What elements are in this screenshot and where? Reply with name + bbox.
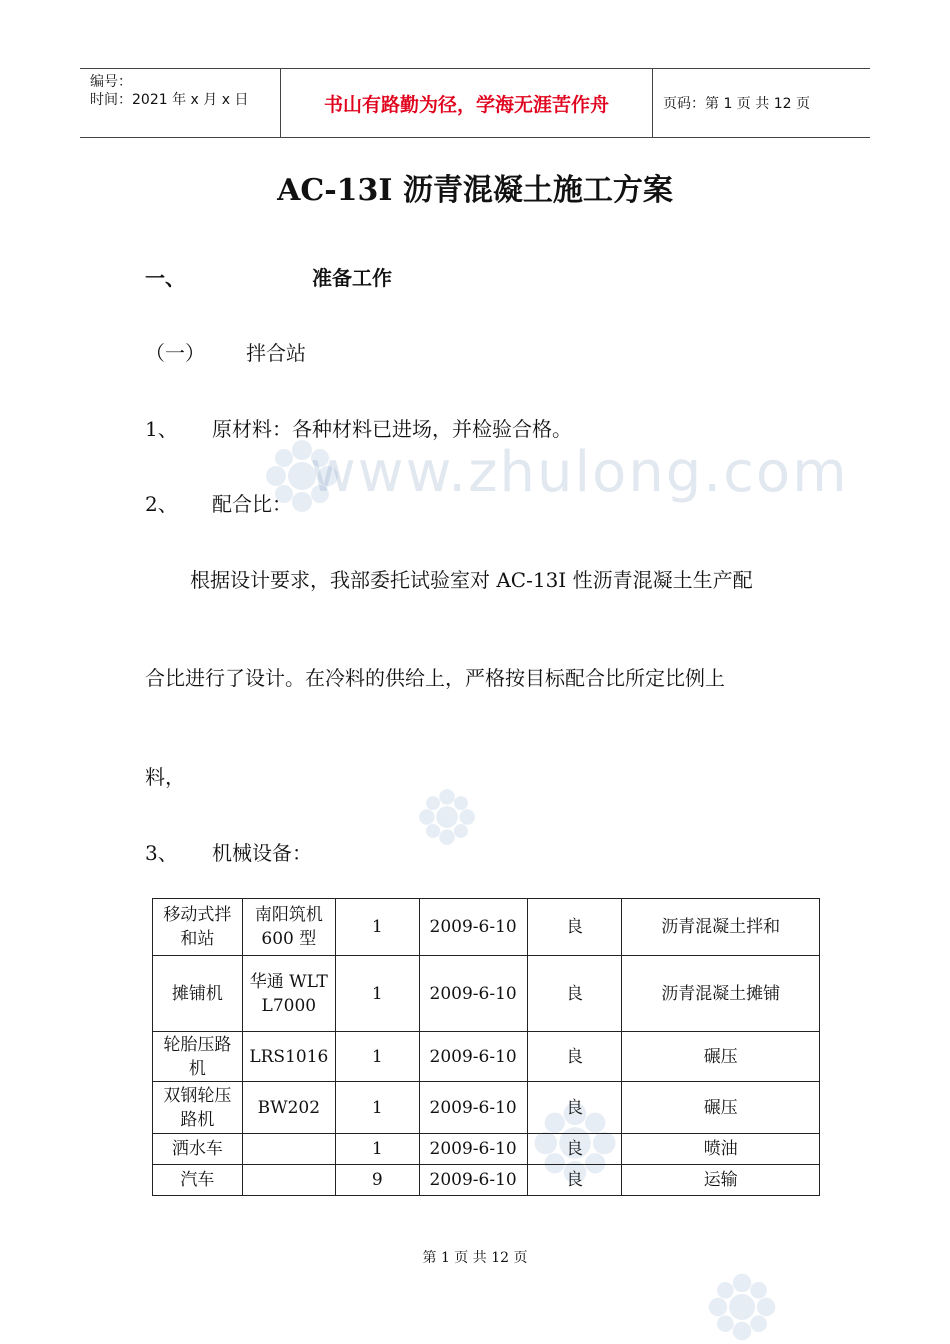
table-cell: 喷油: [622, 1134, 820, 1165]
item-number: 3、: [145, 841, 178, 865]
table-cell: 摊铺机: [153, 956, 243, 1032]
table-cell: 2009-6-10: [419, 1165, 527, 1196]
table-cell: [242, 1165, 335, 1196]
table-cell: 1: [335, 899, 419, 956]
table-row: [153, 1134, 820, 1165]
subsection-number: （一）: [145, 341, 205, 365]
table-cell: 碾压: [622, 1032, 820, 1082]
item-text: 机械设备：: [212, 841, 312, 865]
watermark-text: www.zhulong.com: [310, 440, 849, 505]
table-cell: 良: [527, 899, 622, 956]
document-header: [80, 68, 870, 138]
table-cell: 1: [335, 1082, 419, 1134]
table-row: [153, 956, 820, 1032]
table-cell: 华通 WLTL7000: [242, 956, 335, 1032]
table-cell: 1: [335, 1032, 419, 1082]
table-cell: 2009-6-10: [419, 1082, 527, 1134]
table-cell: BW202: [242, 1082, 335, 1134]
paragraph-line: 根据设计要求，我部委托试验室对 AC-13I 性沥青混凝土生产配: [190, 568, 753, 592]
table-cell: 移动式拌和站: [153, 899, 243, 956]
table-cell: 良: [527, 1032, 622, 1082]
header-motto: 书山有路勤为径，学海无涯苦作舟: [281, 69, 653, 137]
table-row: [153, 1032, 820, 1082]
item-number: 2、: [145, 492, 178, 516]
table-cell: 沥青混凝土拌和: [622, 899, 820, 956]
paragraph-line: 料，: [145, 765, 185, 789]
time-label: 时间：2021 年 x 月 x 日: [90, 92, 249, 108]
table-cell: 南阳筑机 600 型: [242, 899, 335, 956]
table-cell: 碾压: [622, 1082, 820, 1134]
table-cell: 良: [527, 1134, 622, 1165]
table-cell: LRS1016: [242, 1032, 335, 1082]
table-cell: 1: [335, 1134, 419, 1165]
paragraph-line: 合比进行了设计。在冷料的供给上，严格按目标配合比所定比例上: [145, 666, 725, 690]
table-row: [153, 899, 820, 956]
table-cell: 轮胎压路机: [153, 1032, 243, 1082]
table-row: [153, 1165, 820, 1196]
equipment-table: [152, 898, 820, 1196]
watermark-logo-icon: [416, 786, 478, 848]
item-number: 1、: [145, 417, 178, 441]
table-cell: 良: [527, 1165, 622, 1196]
table-cell: 2009-6-10: [419, 1032, 527, 1082]
table-cell: 双钢轮压路机: [153, 1082, 243, 1134]
table-cell: 汽车: [153, 1165, 243, 1196]
table-cell: 2009-6-10: [419, 1134, 527, 1165]
table-cell: 良: [527, 1082, 622, 1134]
subsection-heading: 拌合站: [246, 341, 306, 365]
document-title: AC-13I 沥青混凝土施工方案: [277, 173, 673, 208]
table-cell: 良: [527, 956, 622, 1032]
table-cell: 2009-6-10: [419, 956, 527, 1032]
table-cell: 1: [335, 956, 419, 1032]
table-cell: 2009-6-10: [419, 899, 527, 956]
item-text: 配合比：: [212, 492, 292, 516]
section-number: 一、: [145, 266, 185, 290]
header-page-info: 页码：第 1 页 共 12 页: [663, 96, 810, 112]
table-cell: 运输: [622, 1165, 820, 1196]
table-cell: 洒水车: [153, 1134, 243, 1165]
header-meta: [80, 69, 281, 137]
watermark-logo-icon: [694, 1270, 790, 1344]
table-cell: [242, 1134, 335, 1165]
table-cell: 9: [335, 1165, 419, 1196]
item-text: 原材料：各种材料已进场，并检验合格。: [212, 417, 572, 441]
table-row: [153, 1082, 820, 1134]
number-label: 编号：: [90, 74, 132, 90]
section-heading: 准备工作: [312, 266, 392, 290]
table-cell: 沥青混凝土摊铺: [622, 956, 820, 1032]
page-footer: 第 1 页 共 12 页: [422, 1250, 528, 1266]
